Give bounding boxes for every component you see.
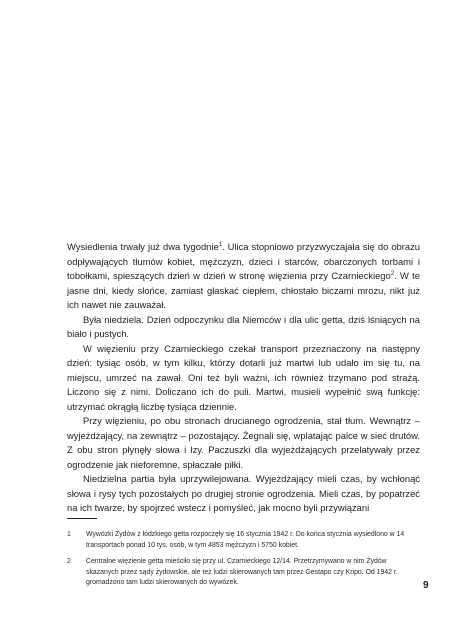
footnote-text: Wywózki Żydów z łódzkiego getta rozpoczęły się 16 stycznia 1942 r. Do końca stycznia wysiedlono w 14 transportach ponad 10 tys. osób, w tym 4853 mężczyzn i 5750 kobiet. <box>86 531 405 549</box>
footnote-number: 2 <box>67 558 71 566</box>
main-text <box>67 240 420 516</box>
paragraph-text: Wysiedlenia trwały już dwa tygodnie <box>67 241 219 252</box>
footnote-ref-1: 1 <box>218 241 223 248</box>
paragraph-4: Przy więzieniu, po obu stronach drucianego ogrodzenia, stał tłum. Wewnątrz – wyjeżdżający, na zewnątrz – pozostający. Żegnali się, wplatając palce w sieć drutów. Z obu stron płynęły słowa i łzy. Paczuszki dla wyjeżdżających przelatywały przez ogrodzenie jak nieforemne, spłaczałe piłki. <box>67 415 420 470</box>
paragraph-1 <box>67 240 420 313</box>
paragraph-3: W więzieniu przy Czarnieckiego czekał transport przeznaczony na następny dzień: tysiąc osób, w tym kilku, którzy dotarli już martwi lub udało im się tu, na miejscu, umrzeć na zawał. Oni też byli ważni, ich również trzymano pod strażą. Liczono się z nimi. Doliczano ich do puli. Martwi, musieli wypełnić swą funkcję: utrzymać okrągłą liczbę tysiąca dziennie. <box>67 342 420 412</box>
footnote-ref-2: 2 <box>390 270 395 277</box>
paragraph-text: . Ulica stopniowo przyzwyczajała się do obrazu odpływających tłumów kobiet, mężczyzn, dzieci i starców, obarczonych torbami i tobołkami, spieszących dzień w dzień w stronę więzienia przy Czarnieckiego <box>67 241 420 281</box>
paragraph-2: Była niedziela. Dzień odpoczynku dla Niemców i dla ulic getta, dziś lśniących na biało i pustych. <box>67 313 420 339</box>
footnote-1 <box>67 530 420 551</box>
footnotes <box>67 530 420 595</box>
footnote-2 <box>67 557 420 589</box>
footnote-separator <box>67 518 97 519</box>
paragraph-5: Niedzielna partia była uprzywilejowana. Wyjeżdżający mieli czas, by wchłonąć słowa i rysy tych pozostałych po drugiej stronie ogrodzenia. Mieli czas, by popatrzeć na ich twarze, by spojrzeć wstecz i pomyśleć, jak mocno byli przywiązani <box>67 473 420 513</box>
paragraph-text: . W te jasne dni, kiedy słońce, zamiast głaskać ciepłem, chłostało biczami mrozu, nikt już ich nawet nie zauważał. <box>67 270 420 310</box>
page-number: 9 <box>423 580 429 591</box>
footnote-text: Centralne więzienie getta mieściło się przy ul. Czarnieckiego 12/14. Przetrzymywano w nim Żydów skazanych przez sądy żydowskie, ale też ludzi skierowanych tam przez Gestapo czy Kripo. Od 1942 r. gromadzono tam ludzi skierowanych do wywózek. <box>86 558 398 587</box>
footnote-number: 1 <box>67 531 71 538</box>
